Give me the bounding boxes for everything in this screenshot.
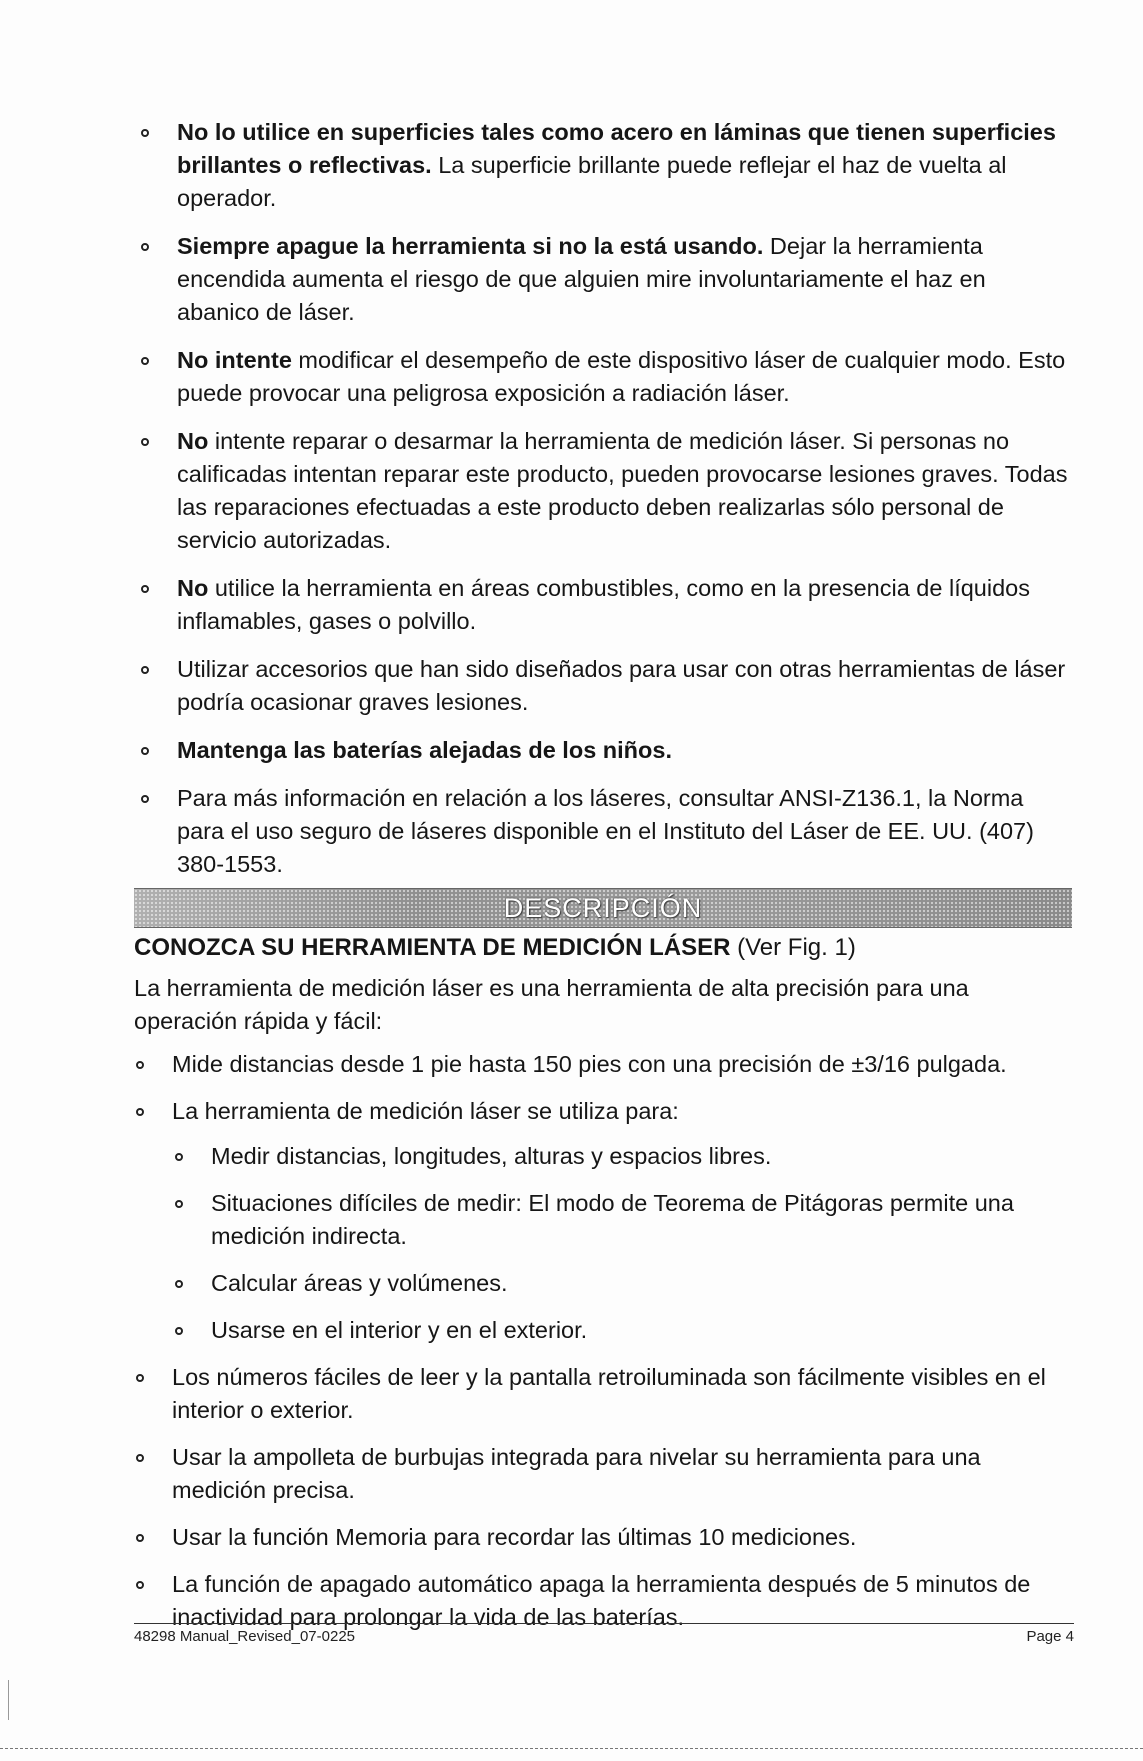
bullet-icon	[141, 357, 149, 365]
warning-item	[137, 116, 1073, 215]
warning-emphasis: Siempre apague la herramienta si no la está usando.	[177, 233, 764, 259]
warning-item	[137, 230, 1073, 329]
bullet-icon	[141, 243, 149, 251]
warning-emphasis: No	[177, 428, 209, 454]
bullet-icon	[175, 1153, 183, 1161]
warning-text: Utilizar accesorios que han sido diseñados para usar con otras herramientas de láser podría ocasionar graves lesiones.	[177, 656, 1066, 715]
warning-text: Dejar la herramienta encendida aumenta el riesgo de que alguien mire involuntariamente el haz en abanico de láser.	[177, 233, 986, 325]
bullet-icon	[141, 747, 149, 755]
scan-margin-mark	[8, 1680, 9, 1720]
warning-item	[137, 425, 1073, 557]
sublist-text: Situaciones difíciles de medir: El modo de Teorema de Pitágoras permite una medición indirecta.	[211, 1190, 1014, 1249]
bullet-icon	[136, 1374, 144, 1382]
bullet-icon	[136, 1108, 144, 1116]
section-heading-title: CONOZCA SU HERRAMIENTA DE MEDICIÓN LÁSER	[134, 934, 731, 961]
feature-text: La herramienta de medición láser se utiliza para:	[172, 1098, 679, 1124]
sublist-text: Calcular áreas y volúmenes.	[211, 1270, 508, 1296]
warning-emphasis: No	[177, 575, 209, 601]
bullet-icon	[136, 1581, 144, 1589]
bullet-icon	[136, 1534, 144, 1542]
warning-text: intente reparar o desarmar la herramienta de medición láser. Si personas no calificadas intentan reparar este producto, pueden provocarse lesiones graves. Todas las reparaciones efectuadas a este producto deben realizarlas sólo personal de servicio autorizadas.	[177, 428, 1068, 553]
intro-paragraph: La herramienta de medición láser es una herramienta de alta precisión para una operación rápida y fácil:	[134, 975, 969, 1034]
feature-item	[134, 1095, 1074, 1347]
feature-item	[134, 1361, 1074, 1427]
sublist-item	[172, 1267, 1074, 1300]
bullet-icon	[141, 129, 149, 137]
page-number: Page 4	[1026, 1628, 1074, 1645]
warning-emphasis: No intente	[177, 347, 292, 373]
bullet-icon	[141, 666, 149, 674]
warning-item	[137, 782, 1073, 881]
bullet-icon	[136, 1454, 144, 1462]
warning-item	[137, 572, 1073, 638]
warning-text: utilice la herramienta en áreas combustibles, como en la presencia de líquidos inflamables, gases o polvillo.	[177, 575, 1030, 634]
feature-text: Los números fáciles de leer y la pantalla retroiluminada son fácilmente visibles en el interior o exterior.	[172, 1364, 1046, 1423]
warning-emphasis: No lo utilice en superficies tales como acero en láminas que tienen superficies brillantes o reflectivas.	[177, 119, 1056, 178]
uses-sublist	[172, 1140, 1074, 1347]
figure-reference: (Ver Fig. 1)	[730, 934, 856, 961]
section-heading	[134, 931, 1074, 964]
feature-item	[134, 1048, 1074, 1081]
sublist-item	[172, 1140, 1074, 1173]
banner-title: DESCRIPCIÓN	[503, 893, 703, 923]
sublist-item	[172, 1187, 1074, 1253]
bullet-icon	[141, 585, 149, 593]
sublist-text: Usarse en el interior y en el exterior.	[211, 1317, 588, 1343]
bullet-icon	[175, 1280, 183, 1288]
warning-item	[137, 653, 1073, 719]
warning-text: La superficie brillante puede reflejar el haz de vuelta al operador.	[177, 152, 1007, 211]
bullet-icon	[175, 1200, 183, 1208]
sublist-text: Medir distancias, longitudes, alturas y espacios libres.	[211, 1143, 772, 1169]
features-list	[134, 1048, 1074, 1634]
feature-text: Usar la función Memoria para recordar las últimas 10 mediciones.	[172, 1524, 857, 1550]
warning-item	[137, 344, 1073, 410]
scan-bottom-edge	[0, 1748, 1143, 1749]
bullet-icon	[175, 1327, 183, 1335]
warning-text: Para más información en relación a los láseres, consultar ANSI-Z136.1, la Norma para el uso seguro de láseres disponible en el Instituto del Láser de EE. UU. (407) 380-1553.	[177, 785, 1034, 877]
warning-text: modificar el desempeño de este dispositivo láser de cualquier modo. Esto puede provocar una peligrosa exposición a radiación láser.	[177, 347, 1066, 406]
warning-item	[137, 734, 1073, 767]
bullet-icon	[136, 1061, 144, 1069]
bullet-icon	[141, 438, 149, 446]
bullet-icon	[141, 795, 149, 803]
warning-emphasis: Mantenga las baterías alejadas de los niños.	[177, 737, 672, 763]
feature-text: Mide distancias desde 1 pie hasta 150 pies con una precisión de ±3/16 pulgada.	[172, 1051, 1007, 1077]
feature-text: La función de apagado automático apaga la herramienta después de 5 minutos de inactividad para prolongar la vida de las baterías.	[172, 1571, 1031, 1630]
feature-text: Usar la ampolleta de burbujas integrada para nivelar su herramienta para una medición precisa.	[172, 1444, 981, 1503]
safety-warnings-list	[137, 116, 1073, 896]
feature-item	[134, 1521, 1074, 1554]
description-section	[134, 931, 1074, 1648]
feature-item	[134, 1441, 1074, 1507]
sublist-item	[172, 1314, 1074, 1347]
page-footer	[134, 1623, 1074, 1645]
document-id: 48298 Manual_Revised_07-0225	[134, 1628, 356, 1645]
section-banner	[134, 888, 1072, 928]
